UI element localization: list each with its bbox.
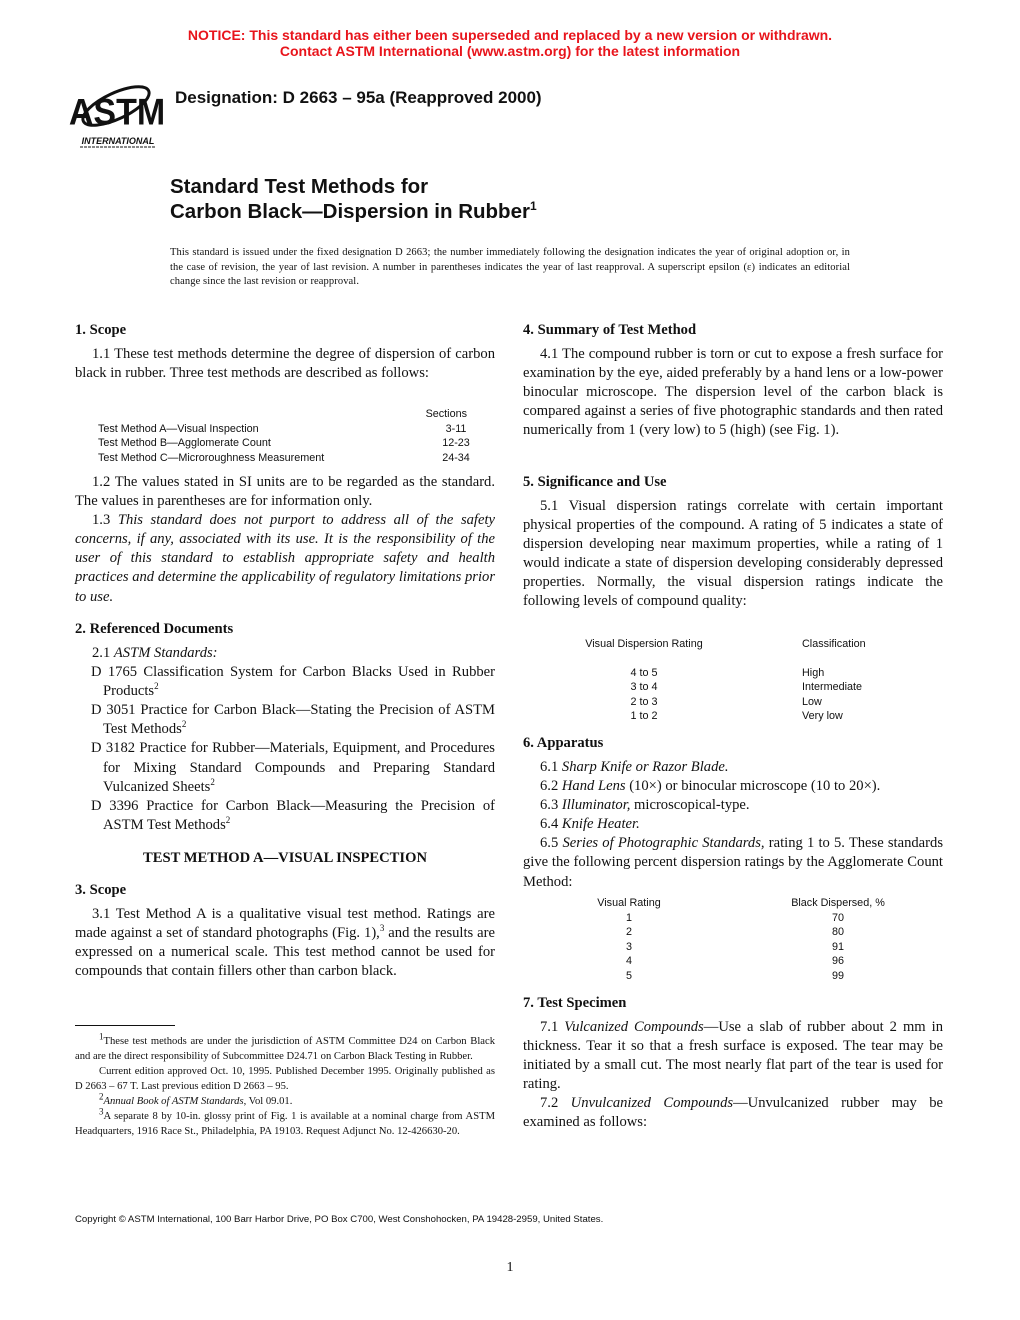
footnote-marker: 2 [99, 1091, 104, 1102]
table-row [560, 680, 920, 695]
paragraph-1-2: 1.2 The values stated in SI units are to be regarded as the standard. The values in parentheses are for information only. [75, 474, 495, 510]
reference-text: D 3396 Practice for Carbon Black—Measuring the Precision of ASTM Test Methods [91, 797, 495, 833]
method-name: Test Method B—Agglomerate Count [98, 437, 271, 449]
section-2-referenced-documents [75, 620, 495, 835]
table-header [580, 896, 900, 911]
paragraph-7-1 [523, 1018, 943, 1094]
item-name: Illuminator, [561, 797, 631, 814]
paragraph-3-1 [75, 905, 495, 981]
section-1-cont [75, 473, 495, 607]
paragraph-1-3 [75, 511, 495, 606]
title-footnote-ref: 1 [529, 199, 537, 214]
text: 3.1 Test Method A is a qualitative visual test method. Ratings are made against a set of standard photographs (Fig. 1), [75, 906, 495, 942]
notice-line-2: Contact ASTM International (www.astm.org) for the latest information [279, 43, 741, 59]
method-a-heading: TEST METHOD A—VISUAL INSPECTION [143, 850, 427, 866]
classification: Very low [802, 710, 843, 722]
page-number: 1 [506, 1260, 514, 1275]
apparatus-item [523, 777, 943, 796]
section-heading: 2. Referenced Documents [75, 621, 234, 637]
section-heading: 3. Scope [75, 882, 127, 898]
paragraph-number: 7.1 [540, 1019, 565, 1035]
table-row [560, 709, 920, 724]
section-6-apparatus [523, 734, 943, 892]
classification: Low [802, 695, 822, 708]
table-row [580, 925, 900, 940]
item-name: Sharp Knife or Razor Blade. [561, 759, 729, 775]
sections-value: 24-34 [442, 451, 470, 464]
visual-rating: 2 [625, 926, 632, 938]
astm-standards-label: ASTM Standards: [113, 645, 218, 661]
rating: 1 to 2 [630, 710, 658, 722]
item-number: 6.4 [540, 816, 562, 833]
black-dispersed: 96 [831, 955, 844, 967]
reference-item [91, 739, 495, 796]
reference-text: D 3182 Practice for Rubber—Materials, Equipment, and Procedures for Mixing Standard Compounds and Preparing Standard Vulcanized Sheets [91, 740, 495, 795]
table-row [98, 422, 478, 437]
sections-value: 12-23 [442, 437, 470, 449]
footnotes [75, 1031, 495, 1139]
section-heading: 6. Apparatus [523, 735, 604, 751]
table-row [98, 436, 478, 451]
apparatus-item [523, 796, 943, 815]
footnote-3 [75, 1106, 495, 1139]
column-header: Visual Rating [597, 897, 661, 909]
black-dispersed: 80 [831, 926, 844, 938]
photographic-standards-table [580, 896, 900, 983]
paragraph-number: 7.2 [540, 1095, 571, 1112]
method-name: Test Method A—Visual Inspection [98, 422, 259, 435]
footnote-marker: 1 [99, 1031, 104, 1042]
footnote-ref: 2 [210, 776, 215, 787]
method-name: Test Method C—Microroughness Measurement [98, 451, 325, 464]
sections-value: 3-11 [445, 422, 467, 435]
section-5-significance [523, 473, 943, 612]
footnote-marker: 3 [99, 1106, 104, 1117]
item-number: 6.3 [540, 797, 562, 814]
table-header: Sections [425, 408, 467, 420]
black-dispersed: 99 [831, 969, 844, 982]
table-row [560, 695, 920, 710]
item-number: 6.1 [540, 759, 562, 775]
paragraph-1-1: 1.1 These test methods determine the degree of dispersion of carbon black in rubber. Three test methods are described as follows: [75, 346, 495, 382]
text: —Use a slab of rubber about 2 mm in thickness. Tear it so that a fresh surface is exposed. The tear may be initiated by a small cut. The most nearly flat part of the tear is used for rating. [523, 1019, 944, 1093]
reference-item [91, 701, 495, 739]
rating: 2 to 3 [630, 695, 658, 708]
visual-rating: 1 [625, 911, 632, 924]
footnote-divider [75, 1025, 175, 1026]
item-name: Hand Lens [561, 778, 626, 795]
table-row [580, 969, 900, 984]
footnote-1-edition: Current edition approved Oct. 10, 1995. Published December 1995. Originally published as D 2663 – 67 T. Last previous edition D 2663 – 95. [75, 1066, 495, 1092]
section-3-scope [75, 881, 495, 981]
footnote-text: A separate 8 by 10-in. glossy print of Fig. 1 is available at a nominal charge from ASTM Headquarters, 1916 Race St., Philadelphia, PA 19103. Request Adjunct No. 12-426630-20. [75, 1111, 495, 1137]
footnote-2 [75, 1091, 495, 1109]
paragraph-5-1: 5.1 Visual dispersion ratings correlate with certain important physical properties of the compound. A rating of 5 indicates a state of dispersion developing near maximum properties, while a rating of 1 would indicate a state of dispersion developing considerably depressed properties. Normally, the visual dispersion ratings indicate the following levels of compound quality: [523, 498, 943, 610]
classification: Intermediate [802, 681, 863, 693]
paragraph-2-1 [75, 644, 495, 663]
intro-note: This standard is issued under the fixed designation D 2663; the number immediately following the designation indicates the year of original adoption or, in the case of revision, the year of last revision. A number in parentheses indicates the year of last reapproval. A superscript epsilon (ε) indicates an editorial change since the last revision or reapproval. [170, 247, 850, 287]
title-line-1: Standard Test Methods for [170, 175, 429, 198]
svg-text:ASTM: ASTM [68, 90, 166, 133]
table-header [560, 637, 920, 652]
apparatus-item [523, 815, 943, 834]
column-header: Black Dispersed, % [791, 897, 885, 909]
title-line-2: Carbon Black—Dispersion in Rubber [170, 200, 530, 223]
visual-rating: 4 [625, 955, 632, 967]
table-row [580, 911, 900, 926]
svg-text:INTERNATIONAL: INTERNATIONAL [81, 136, 155, 146]
column-header: Visual Dispersion Rating [585, 638, 703, 650]
table-row [98, 451, 478, 466]
item-number: 6.5 [540, 835, 563, 852]
table-row [580, 954, 900, 969]
item-name: Knife Heater. [561, 816, 640, 833]
text: —Unvulcanized rubber may be examined as follows: [523, 1095, 943, 1131]
table-row [560, 666, 920, 681]
sections-table [98, 407, 478, 465]
footnote-ref: 3 [379, 923, 385, 934]
apparatus-item [523, 834, 943, 891]
notice-line-1: NOTICE: This standard has either been superseded and replaced by a new version or withdrawn. [187, 27, 833, 43]
reference-item [91, 663, 495, 701]
footnote-ref: 2 [181, 719, 187, 730]
text: and the results are expressed on a numerical scale. This test method cannot be used for compounds that contain fillers other than carbon black. [75, 925, 495, 980]
black-dispersed: 91 [831, 940, 844, 953]
footnote-text: These test methods are under the jurisdiction of ASTM Committee D24 on Carbon Black and are the direct responsibility of Subcommittee D24.71 on Carbon Black Testing in Rubber. [75, 1036, 495, 1062]
visual-rating: 5 [625, 969, 632, 982]
classification: High [802, 666, 825, 679]
item-text: (10×) or binocular microscope (10 to 20×). [625, 778, 881, 795]
paragraph-7-2 [523, 1094, 943, 1132]
copyright: Copyright © ASTM International, 100 Barr Harbor Drive, PO Box C700, West Conshohocken, PA 19428-2959, United States. [75, 1214, 604, 1225]
section-4-summary [523, 321, 943, 440]
table-row [580, 940, 900, 955]
footnote-1 [75, 1031, 495, 1064]
section-heading: 1. Scope [75, 322, 127, 338]
section-heading: 5. Significance and Use [523, 474, 667, 490]
item-text: microscopical-type. [630, 797, 750, 814]
paragraph-number: 2.1 [92, 645, 114, 661]
page-title [170, 174, 537, 224]
apparatus-item [523, 758, 943, 777]
reference-text: D 1765 Classification System for Carbon Blacks Used in Rubber Products [91, 664, 495, 700]
footnote-ref: 2 [154, 681, 159, 692]
rating: 4 to 5 [630, 666, 658, 679]
section-heading: 7. Test Specimen [523, 995, 627, 1011]
black-dispersed: 70 [831, 911, 844, 924]
dispersion-classification-table [560, 637, 920, 724]
item-name: Unvulcanized Compounds [570, 1095, 734, 1112]
section-1-scope [75, 321, 495, 383]
item-name: Vulcanized Compounds [564, 1019, 704, 1035]
designation: Designation: D 2663 – 95a (Reapproved 2000) [175, 88, 542, 107]
section-heading: 4. Summary of Test Method [523, 322, 697, 338]
rating: 3 to 4 [630, 681, 658, 693]
astm-logo [68, 76, 166, 148]
section-7-test-specimen [523, 994, 943, 1133]
paragraph-number: 1.3 [92, 512, 118, 529]
footnote-text: Annual Book of ASTM Standards [103, 1096, 244, 1107]
column-header: Classification [802, 638, 866, 650]
footnote-ref: 2 [225, 814, 231, 825]
item-number: 6.2 [540, 778, 562, 795]
reference-text: D 3051 Practice for Carbon Black—Stating the Precision of ASTM Test Methods [91, 702, 495, 738]
item-text: rating 1 to 5. These standards give the following percent dispersion ratings by the Agglomerate Count Method: [523, 835, 943, 890]
footnote-text: , Vol 09.01. [243, 1096, 293, 1107]
reference-item [91, 797, 495, 835]
item-name: Series of Photographic Standards, [562, 835, 765, 852]
visual-rating: 3 [625, 940, 632, 953]
safety-statement: This standard does not purport to address all of the safety concerns, if any, associated with its use. It is the responsibility of the user of this standard to establish appropriate safety and health practices and determine the applicability of regulatory limitations prior to use. [75, 512, 495, 605]
paragraph-4-1: 4.1 The compound rubber is torn or cut to expose a fresh surface for examination by the eye, aided preferably by a hand lens or a low-power binocular microscope. The dispersion level of the carbon black is compared against a series of five photographic standards and then rated numerically from 1 (very low) to 5 (high) (see Fig. 1). [523, 346, 943, 439]
